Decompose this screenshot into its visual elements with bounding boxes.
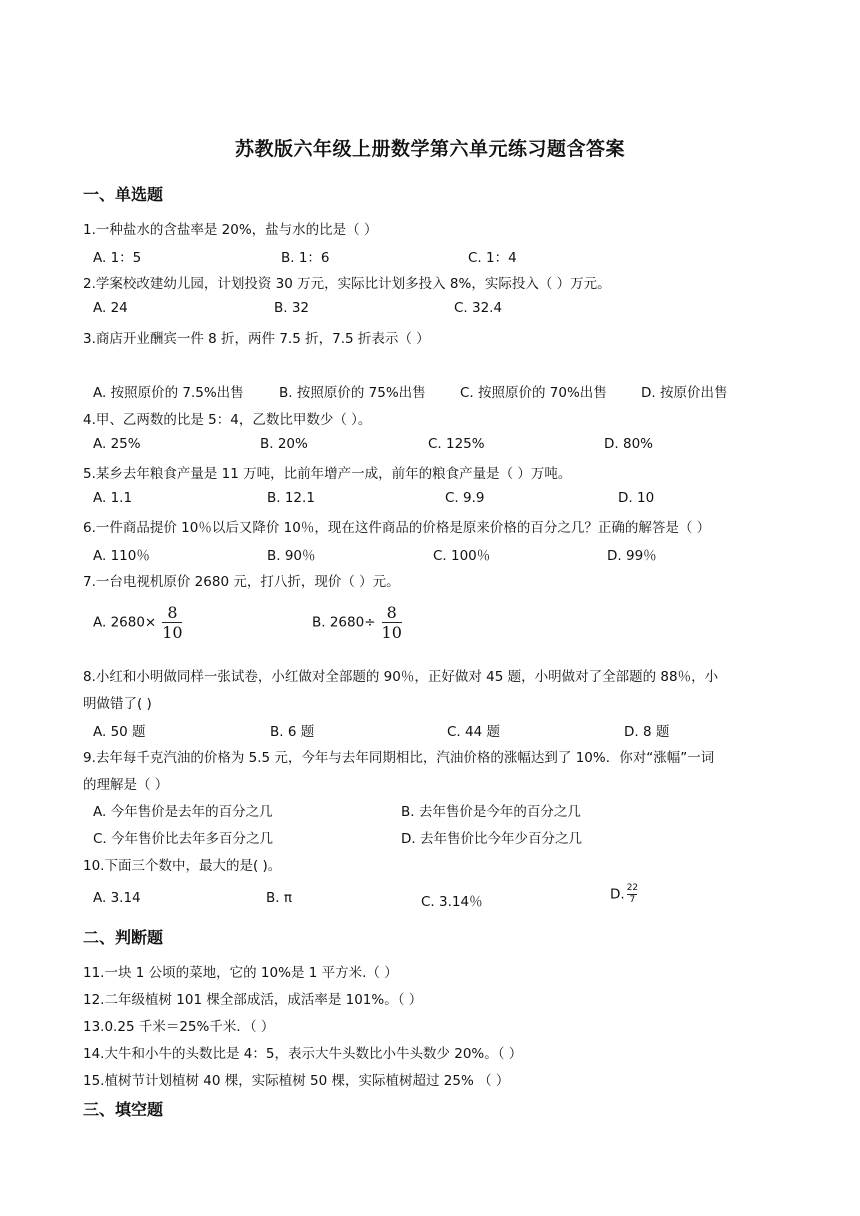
q6-option-b: B. 90％ [267,548,316,564]
q7-option-b-label: B. 2680÷ [312,614,376,631]
section-heading-true-false: 二、判断题 [83,928,164,947]
q9-option-c: C. 今年售价比去年多百分之几 [93,831,274,847]
q7-option-b [312,604,402,641]
q4-option-a: A. 25% [93,436,141,452]
question-6: 6.一件商品提价 10％以后又降价 10％，现在这件商品的价格是原来价格的百分之几？正确的解答是（ ） [83,520,711,536]
question-5: 5.某乡去年粮食产量是 11 万吨，比前年增产一成，前年的粮食产量是（ ）万吨。 [83,466,572,482]
q4-option-c: C. 125% [428,436,485,452]
q1-option-a: A. 1：5 [93,250,142,266]
question-14: 14.大牛和小牛的头数比是 4：5，表示大牛头数比小牛头数少 20%。（ ） [83,1046,523,1062]
q8-option-b: B. 6 题 [270,724,315,740]
question-12: 12.二年级植树 101 棵全部成活，成活率是 101%。（ ） [83,992,423,1008]
q1-option-c: C. 1：4 [468,250,517,266]
question-8-line-1: 8.小红和小明做同样一张试卷，小红做对全部题的 90％，正好做对 45 题，小明做对了全部题的 88％，小 [83,669,719,685]
q6-option-c: C. 100％ [433,548,491,564]
q6-option-a: A. 110％ [93,548,150,564]
q2-option-a: A. 24 [93,300,128,316]
q3-option-b: B. 按照原价的 75%出售 [279,385,426,401]
q3-option-c: C. 按照原价的 70%出售 [460,385,607,401]
question-2: 2.学案校改建幼儿园，计划投资 30 万元，实际比计划多投入 8%，实际投入（ ）万元。 [83,276,611,292]
question-3: 3.商店开业酬宾一件 8 折，两件 7.5 折，7.5 折表示（ ） [83,331,430,347]
q10-option-d-label: D. [610,886,625,903]
q5-option-c: C. 9.9 [445,490,485,506]
question-11: 11.一块 1 公顷的菜地，它的 10%是 1 平方米.（ ） [83,965,398,981]
fraction-8-over-10: $\frac{8}{10}$ [162,603,183,642]
section-heading-single-choice: 一、单选题 [83,185,164,204]
q2-option-c: C. 32.4 [454,300,503,316]
fraction-22-over-7: $\frac{22}{7}$ [626,883,639,905]
question-13: 13.0.25 千米＝25%千米．（ ） [83,1019,275,1035]
q8-option-c: C. 44 题 [447,724,500,740]
q10-option-b: B. π [266,890,292,906]
q8-option-a: A. 50 题 [93,724,146,740]
question-9-line-2: 的理解是（ ） [83,777,169,793]
question-4: 4.甲、乙两数的比是 5：4，乙数比甲数少（ ）。 [83,412,372,428]
q5-option-d: D. 10 [618,490,655,506]
q5-option-a: A. 1.1 [93,490,133,506]
fraction-8-over-10: $\frac{8}{10}$ [381,603,402,642]
question-1: 1.一种盐水的含盐率是 20%，盐与水的比是（ ） [83,222,378,238]
q4-option-d: D. 80% [604,436,653,452]
section-heading-fill-blank: 三、填空题 [83,1100,164,1119]
page-title: 苏教版六年级上册数学第六单元练习题含答案 [234,138,625,160]
q7-option-a [93,604,183,641]
q5-option-b: B. 12.1 [267,490,315,506]
q10-option-d [610,884,638,905]
q10-option-c: C. 3.14％ [421,894,483,910]
q4-option-b: B. 20% [260,436,308,452]
q9-option-d: D. 去年售价比今年少百分之几 [401,831,582,847]
question-9-line-1: 9.去年每千克汽油的价格为 5.5 元，今年与去年同期相比，汽油价格的涨幅达到了 10%．你对“涨幅”一词 [83,750,715,766]
q9-option-b: B. 去年售价是今年的百分之几 [401,804,581,820]
q1-option-b: B. 1：6 [281,250,330,266]
q6-option-d: D. 99％ [607,548,657,564]
q10-option-a: A. 3.14 [93,890,141,906]
q2-option-b: B. 32 [274,300,310,316]
q8-option-d: D. 8 题 [624,724,670,740]
q3-option-a: A. 按照原价的 7.5%出售 [93,385,244,401]
question-10: 10.下面三个数中，最大的是( )。 [83,858,282,874]
question-8-line-2: 明做错了( ) [83,696,152,712]
q3-option-d: D. 按原价出售 [641,385,728,401]
question-15: 15.植树节计划植树 40 棵，实际植树 50 棵，实际植树超过 25% （ ） [83,1073,510,1089]
q9-option-a: A. 今年售价是去年的百分之几 [93,804,273,820]
question-7: 7.一台电视机原价 2680 元，打八折，现价（ ）元。 [83,574,400,590]
q7-option-a-label: A. 2680× [93,614,157,631]
